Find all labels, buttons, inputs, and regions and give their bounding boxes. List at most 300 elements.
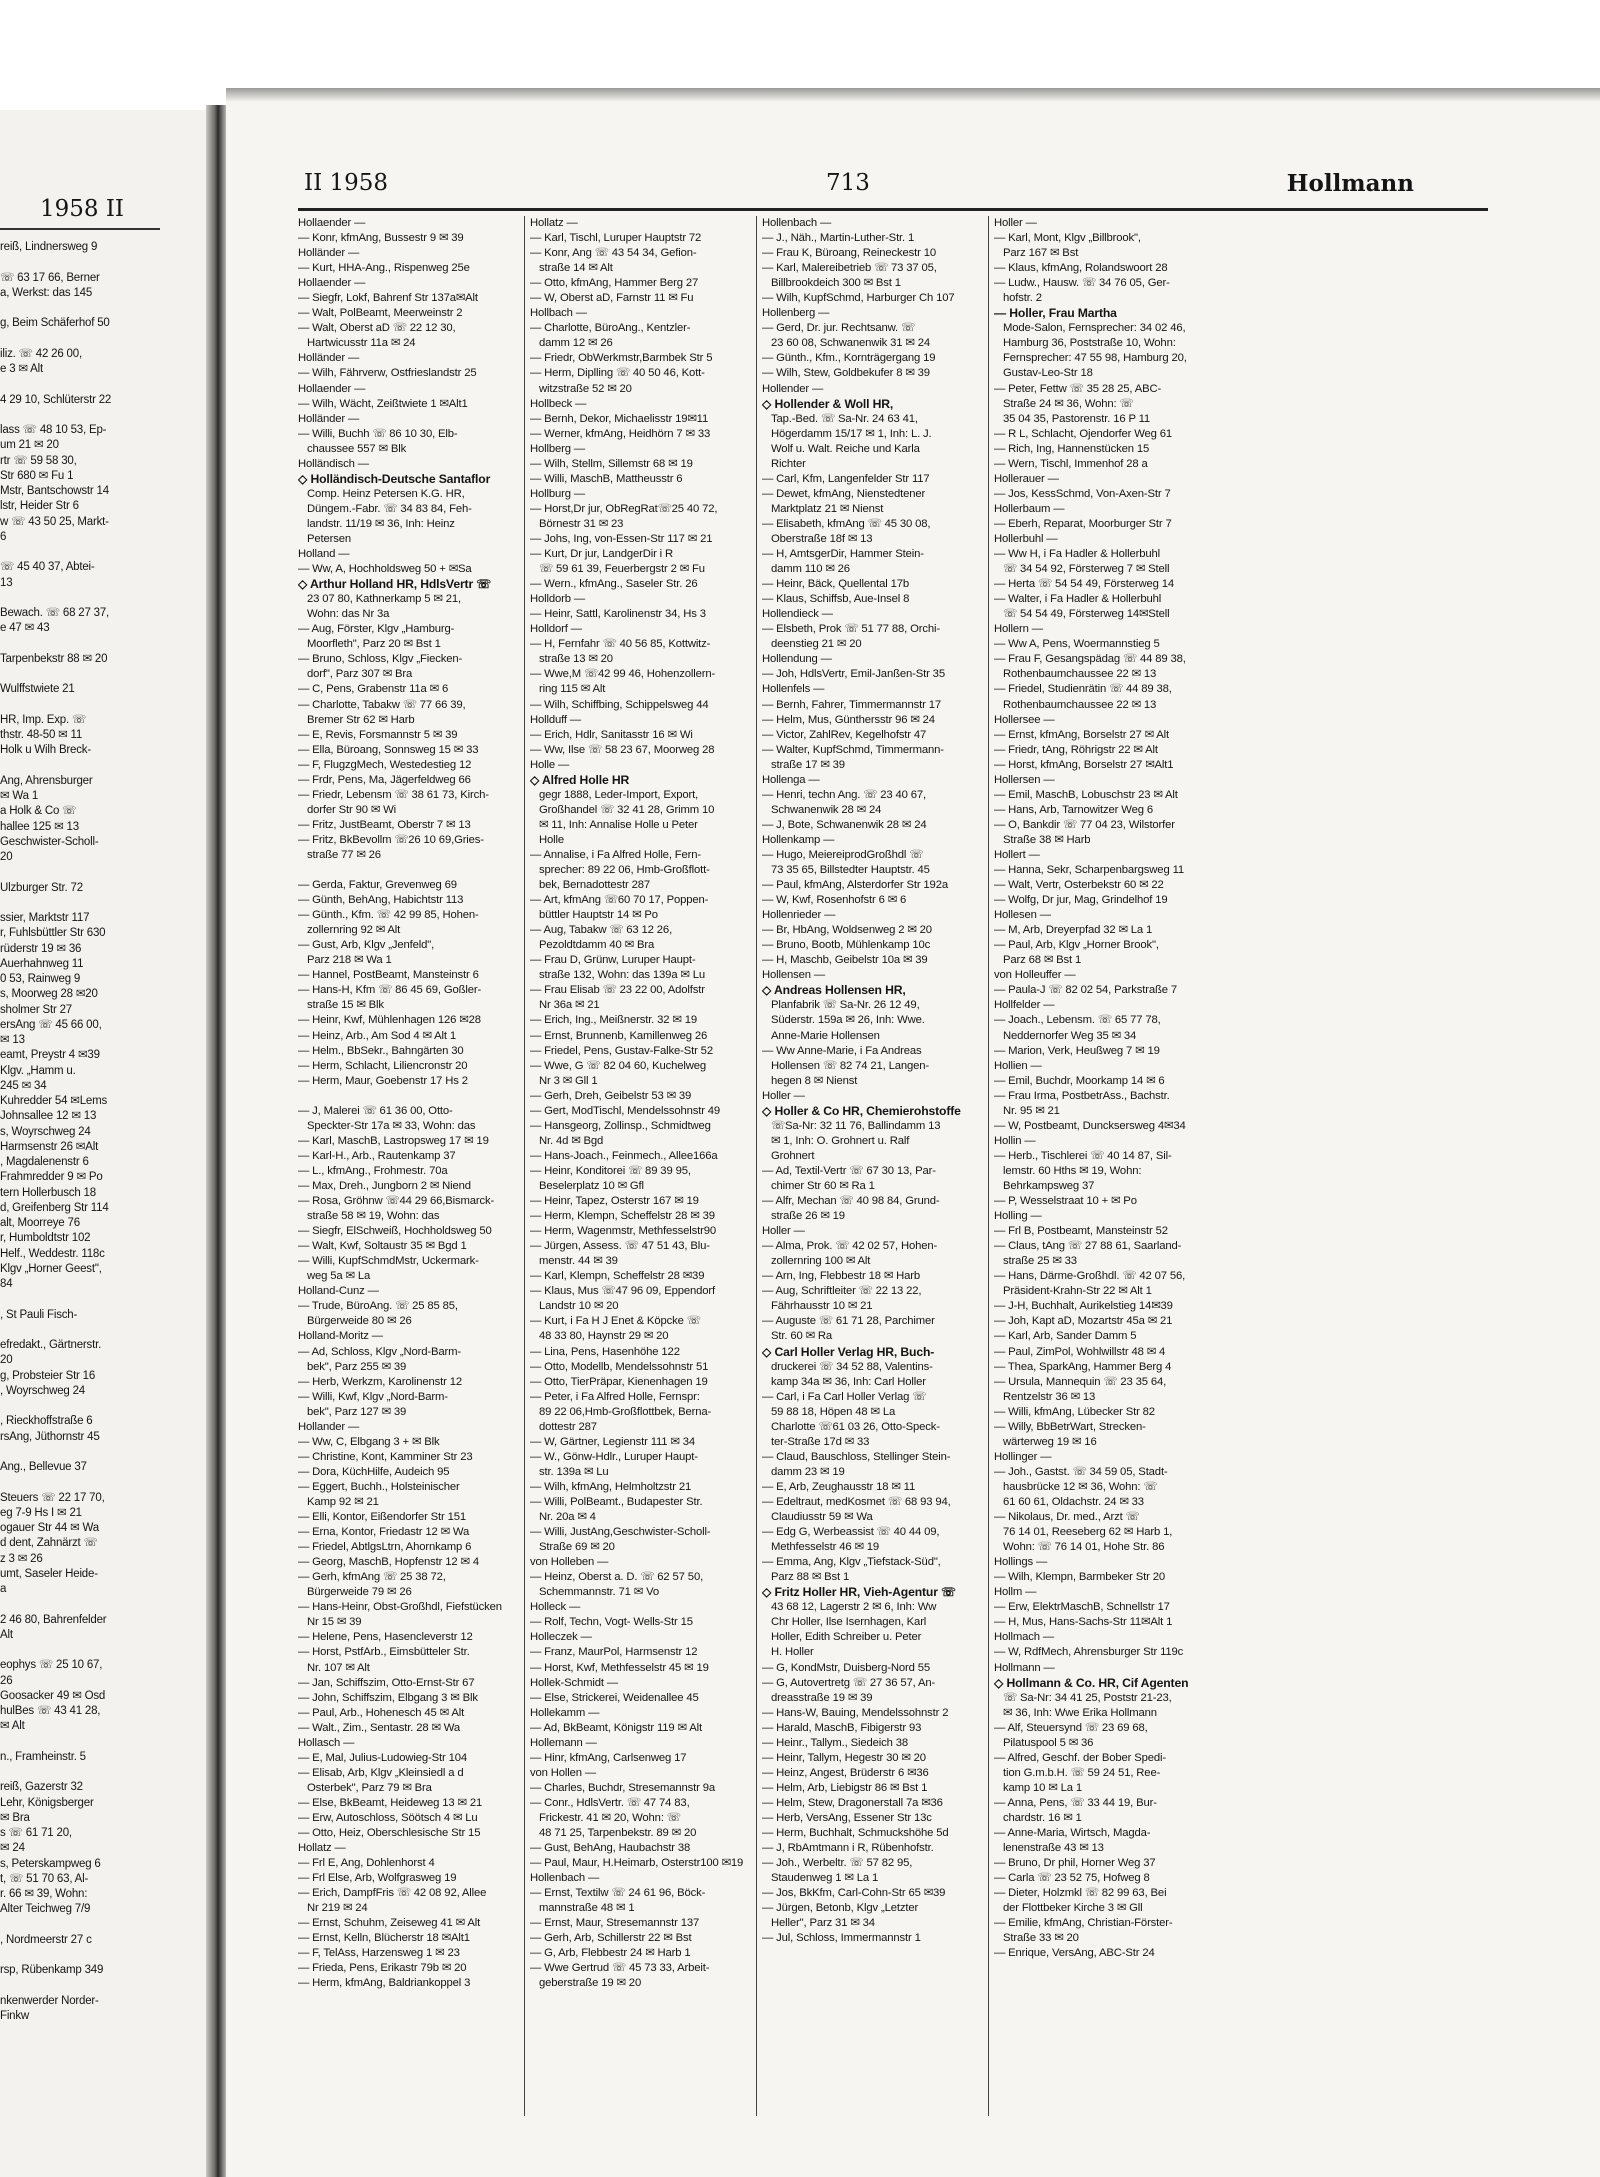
page-header bbox=[226, 170, 1414, 210]
directory-entry: Bürgerweide 80 ✉ 26 bbox=[307, 1315, 412, 1328]
directory-entry: — Claud, Bauschloss, Stellinger Stein- bbox=[762, 1450, 951, 1463]
directory-entry: — Wwe, G ☏ 82 04 60, Kuchelweg bbox=[530, 1059, 707, 1072]
header-edition: II 1958 bbox=[304, 170, 389, 196]
directory-entry: damm 23 ✉ 19 bbox=[771, 1465, 845, 1478]
directory-entry: — Willi, kfmAng, Lübecker Str 82 bbox=[994, 1405, 1155, 1418]
directory-entry: Planfabrik ☏ Sa-Nr. 26 12 49, bbox=[771, 999, 920, 1012]
surname-heading: Holling — bbox=[994, 1210, 1042, 1223]
directory-entry: — J-H, Buchhalt, Aurikelstieg 14✉39 bbox=[994, 1300, 1173, 1313]
directory-entry: Bürgerweide 79 ✉ 26 bbox=[307, 1586, 412, 1599]
directory-entry: Beselerplatz 10 ✉ Gfl bbox=[539, 1180, 644, 1192]
directory-entry: — W., Gönw-Hdlr., Luruper Haupt- bbox=[530, 1450, 698, 1463]
left-text-line: Kuhredder 54 ✉Lems bbox=[0, 1095, 108, 1107]
directory-entry: — Wilh, Fährverw, Ostfrieslandstr 25 bbox=[298, 367, 477, 380]
directory-entry: Högerdamm 15/17 ✉ 1, Inh: L. J. bbox=[771, 427, 932, 440]
directory-entry: — Edeltraut, medKosmet ☏ 68 93 94, bbox=[762, 1495, 951, 1508]
directory-entry: ◇ Fritz Holler HR, Vieh-Agentur ☏ bbox=[762, 1585, 957, 1600]
directory-entry: ✉ 11, Inh: Annalise Holle u Peter bbox=[539, 818, 698, 831]
directory-entry: straße 15 ✉ Blk bbox=[307, 999, 384, 1012]
directory-entry: — Hinr, kfmAng, Carlsenweg 17 bbox=[530, 1751, 687, 1764]
directory-entry: — Fritz, JustBeamt, Oberstr 7 ✉ 13 bbox=[298, 818, 471, 831]
directory-entry: — G, KondMstr, Duisberg-Nord 55 bbox=[762, 1661, 931, 1674]
directory-entry: straße 13 ✉ 20 bbox=[539, 653, 613, 666]
directory-entry: — Emil, Buchdr, Moorkamp 14 ✉ 6 bbox=[994, 1074, 1165, 1087]
header-catchword: Hollmann bbox=[1286, 170, 1414, 197]
directory-entry: — Heinz, Angest, Brüderstr 6 ✉36 bbox=[762, 1766, 929, 1779]
directory-entry: Holle bbox=[539, 833, 564, 846]
directory-entry: — Rolf, Techn, Vogt- Wells-Str 15 bbox=[530, 1616, 693, 1629]
directory-entry: 23 07 80, Kathnerkamp 5 ✉ 21, bbox=[307, 593, 461, 606]
directory-entry: — Willi, KupfSchmdMstr, Uckermark- bbox=[298, 1255, 479, 1268]
directory-entry: — Ww, C, Elbgang 3 + ✉ Blk bbox=[298, 1435, 440, 1448]
directory-entry: — Elsbeth, Prok ☏ 51 77 88, Orchi- bbox=[762, 623, 940, 636]
directory-entry: ring 115 ✉ Alt bbox=[539, 683, 606, 696]
left-text-line: 13 bbox=[0, 576, 13, 589]
directory-entry: Kamp 92 ✉ 21 bbox=[307, 1495, 379, 1508]
left-text-line bbox=[0, 1323, 158, 1338]
right-page bbox=[226, 92, 1600, 2177]
directory-entry: Heller", Parz 31 ✉ 34 bbox=[771, 1917, 875, 1930]
directory-entry: chimer Str 60 ✉ Ra 1 bbox=[771, 1180, 875, 1192]
directory-entry: — Horst, kfmAng, Borselstr 27 ✉Alt1 bbox=[994, 758, 1174, 771]
directory-entry: — J., Näh., Martin-Luther-Str. 1 bbox=[762, 232, 915, 245]
surname-heading: Holleczek — bbox=[530, 1631, 592, 1644]
directory-entry: kamp 34a ✉ 36, Inh: Carl Holler bbox=[771, 1375, 926, 1388]
directory-entry: — Carl, Kfm, Langenfelder Str 117 bbox=[762, 472, 930, 485]
directory-entry: — Paul, Arb, Klgv „Horner Brook", bbox=[994, 939, 1159, 952]
surname-heading: Holldorb — bbox=[530, 593, 586, 606]
directory-entry: bek", Parz 127 ✉ 39 bbox=[307, 1405, 407, 1418]
surname-heading: Holle — bbox=[530, 758, 570, 771]
left-text-line: thstr. 48-50 ✉ 11 bbox=[0, 729, 83, 741]
directory-entry: — Herm, Schlacht, Liliencronstr 20 bbox=[298, 1059, 468, 1072]
left-text-line: alt, Moorreye 76 bbox=[0, 1217, 80, 1229]
directory-entry: — C, Pens, Grabenstr 11a ✉ 6 bbox=[298, 683, 449, 696]
left-text-line: Klgv. „Hamm u. bbox=[0, 1064, 76, 1077]
left-text-line: 26 bbox=[0, 1674, 13, 1687]
directory-entry: — O, Bankdir ☏ 77 04 23, Wilstorfer bbox=[994, 818, 1175, 831]
left-page-text bbox=[0, 240, 158, 2024]
directory-entry: — Heinz, Arb., Am Sod 4 ✉ Alt 1 bbox=[298, 1029, 457, 1042]
left-text-line: Klgv „Horner Geest", bbox=[0, 1262, 102, 1275]
surname-heading: Holländer — bbox=[298, 412, 360, 425]
directory-entry: — Rosa, Gröhnw ☏44 29 66,Bismarck- bbox=[298, 1195, 495, 1208]
surname-heading: Holland — bbox=[298, 548, 350, 561]
surname-heading: Hollerbuhl — bbox=[994, 532, 1058, 545]
left-text-line: hallee 125 ✉ 13 bbox=[0, 820, 79, 833]
directory-entry: — Ad, Textil-Vertr ☏ 67 30 13, Par- bbox=[762, 1164, 936, 1177]
directory-entry: Nr 15 ✉ 39 bbox=[307, 1616, 362, 1629]
directory-entry: Straße 38 ✉ Harb bbox=[1003, 833, 1091, 846]
directory-entry: — H, Maschb, Geibelstr 10a ✉ 39 bbox=[762, 954, 928, 967]
left-text-line: e 47 ✉ 43 bbox=[0, 622, 50, 635]
directory-entry: — Helene, Pens, Hasencleverstr 12 bbox=[298, 1631, 473, 1644]
directory-entry: — Helm, Arb, Liebigstr 86 ✉ Bst 1 bbox=[762, 1781, 928, 1794]
surname-heading: Hollendung — bbox=[762, 653, 832, 666]
left-text-line: Harmsenstr 26 ✉Alt bbox=[0, 1140, 99, 1153]
directory-entry: — Karl, Tischl, Luruper Hauptstr 72 bbox=[530, 232, 702, 245]
left-text-line: HR, Imp. Exp. ☏ bbox=[0, 713, 87, 726]
directory-entry: — Frdr, Pens, Ma, Jägerfeldweg 66 bbox=[298, 773, 471, 786]
directory-entry: — Claus, tAng ☏ 27 88 61, Saarland- bbox=[994, 1240, 1182, 1253]
left-text-line: rsp, Rübenkamp 349 bbox=[0, 1964, 104, 1977]
directory-entry: — Heinr, Sattl, Karolinenstr 34, Hs 3 bbox=[530, 608, 706, 621]
directory-entry: — Herm, Klempn, Scheffelstr 28 ✉ 39 bbox=[530, 1210, 715, 1223]
left-text-line: ogauer Str 44 ✉ Wa bbox=[0, 1522, 99, 1534]
directory-entry: ✉ 1, Inh: O. Grohnert u. Ralf bbox=[771, 1134, 910, 1147]
directory-entry: — E, Revis, Forsmannstr 5 ✉ 39 bbox=[298, 728, 458, 741]
left-text-line: ✉ 13 bbox=[0, 1034, 25, 1046]
directory-entry: Moorfleth", Parz 20 ✉ Bst 1 bbox=[307, 638, 441, 651]
directory-entry: kamp 10 ✉ La 1 bbox=[1003, 1781, 1082, 1794]
directory-entry: — Anne-Maria, Wirtsch, Magda- bbox=[994, 1827, 1151, 1840]
directory-entry: — Ww, A, Hochholdsweg 50 + ✉Sa bbox=[298, 563, 472, 576]
directory-entry: — Alma, Prok. ☏ 42 02 57, Hohen- bbox=[762, 1240, 938, 1253]
directory-entry: — Walt, Vertr, Osterbekstr 60 ✉ 22 bbox=[994, 879, 1164, 892]
directory-entry: — Friedr, Lebensm ☏ 38 61 73, Kirch- bbox=[298, 788, 489, 801]
directory-entry: — Willi, MaschB, Mattheusstr 6 bbox=[530, 472, 683, 485]
directory-entry: — Arn, Ing, Flebbestr 18 ✉ Harb bbox=[762, 1270, 921, 1283]
left-text-line bbox=[0, 759, 158, 774]
left-text-line bbox=[0, 332, 158, 347]
directory-entry: — Erna, Kontor, Friedastr 12 ✉ Wa bbox=[298, 1526, 470, 1539]
directory-entry: witzstraße 52 ✉ 20 bbox=[539, 382, 632, 395]
left-text-line: Mstr, Bantschowstr 14 bbox=[0, 485, 109, 497]
left-text-line: s, Moorweg 28 ✉20 bbox=[0, 988, 98, 1001]
surname-heading: Hollemann — bbox=[530, 1736, 597, 1749]
left-text-line: Helf., Weddestr. 118c bbox=[0, 1247, 105, 1260]
left-text-line bbox=[0, 377, 158, 392]
directory-entry: — Heinr., Tallym., Siedeich 38 bbox=[762, 1736, 908, 1749]
directory-entry: deenstieg 21 ✉ 20 bbox=[771, 638, 862, 651]
directory-entry: — Emma, Ang, Klgv „Tiefstack-Süd", bbox=[762, 1556, 941, 1569]
directory-entry: sprecher: 89 22 06, Hmb-Großflott- bbox=[539, 864, 710, 877]
directory-entry: — Willi, Kwf, Klgv „Nord-Barm- bbox=[298, 1390, 448, 1403]
directory-entry: — Frau K, Büroang, Reineckestr 10 bbox=[762, 247, 937, 260]
left-text-line: umt, Saseler Heide- bbox=[0, 1567, 98, 1580]
surname-heading: Holländer — bbox=[298, 247, 360, 260]
directory-entry: — Siegfr, Lokf, Bahrenf Str 137a✉Alt bbox=[298, 292, 478, 305]
directory-entry: — Johs, Ing, von-Essen-Str 117 ✉ 21 bbox=[530, 532, 713, 545]
directory-entry: — Ad, BkBeamt, Königstr 119 ✉ Alt bbox=[530, 1721, 702, 1734]
directory-entry: — Gerd, Dr. jur. Rechtsanw. ☏ bbox=[762, 322, 915, 335]
directory-entry: druckerei ☏ 34 52 88, Valentins- bbox=[771, 1360, 933, 1373]
directory-entry: — Auguste ☏ 61 71 28, Parchimer bbox=[762, 1315, 935, 1328]
directory-entry: landstr. 11/19 ✉ 36, Inh: Heinz bbox=[307, 517, 455, 530]
left-text-line: Ulzburger Str. 72 bbox=[0, 881, 83, 894]
directory-entry: 59 88 18, Höpen 48 ✉ La bbox=[771, 1405, 896, 1418]
directory-entry: 89 22 06,Hmb-Großflottbek, Berna- bbox=[539, 1405, 712, 1418]
left-text-line: eophys ☏ 25 10 67, bbox=[0, 1659, 103, 1672]
surname-heading: Holler — bbox=[762, 1225, 805, 1238]
directory-entry: — J, Malerei ☏ 61 36 00, Otto- bbox=[298, 1104, 453, 1117]
surname-heading: Hollekamm — bbox=[530, 1706, 600, 1719]
surname-heading: Hollbach — bbox=[530, 307, 587, 320]
surname-heading: Hollenrieder — bbox=[762, 909, 836, 922]
directory-entry: — Anna, Pens, ☏ 33 44 19, Bur- bbox=[994, 1796, 1157, 1809]
directory-entry: zollernring 92 ✉ Alt bbox=[307, 924, 401, 937]
left-text-line: reiß, Lindnersweg 9 bbox=[0, 241, 98, 253]
directory-entry: — Ernst, Schuhm, Zeiseweg 41 ✉ Alt bbox=[298, 1917, 481, 1930]
column-divider bbox=[756, 216, 757, 2116]
left-text-line: hulBes ☏ 43 41 28, bbox=[0, 1705, 101, 1717]
directory-entry: — Hans-W, Bauing, Mendelssohnstr 2 bbox=[762, 1706, 949, 1719]
left-text-line: a, Werkst: das 145 bbox=[0, 286, 93, 299]
directory-entry: — Franz, MaurPol, Harmsenstr 12 bbox=[530, 1646, 698, 1659]
directory-entry: Nr. 20a ✉ 4 bbox=[539, 1511, 596, 1524]
surname-heading: Hollien — bbox=[994, 1059, 1042, 1072]
directory-entry: — M, Arb, Dreyerpfad 32 ✉ La 1 bbox=[994, 924, 1153, 937]
directory-entry: — Jul, Schloss, Immermannstr 1 bbox=[762, 1932, 921, 1945]
directory-entry: ◇ Hollmann & Co. HR, Cif Agenten bbox=[994, 1675, 1189, 1690]
directory-entry: Schwanenwik 28 ✉ 24 bbox=[771, 803, 882, 816]
directory-entry: 48 33 80, Haynstr 29 ✉ 20 bbox=[539, 1330, 669, 1343]
directory-entry: — Willi, JustAng,Geschwister-Scholl- bbox=[530, 1526, 711, 1539]
directory-entry: — Elisabeth, kfmAng ☏ 45 30 08, bbox=[762, 517, 931, 530]
directory-entry: — Konr, Ang ☏ 43 54 34, Gefion- bbox=[530, 247, 697, 260]
surname-heading: Hollduff — bbox=[530, 713, 582, 726]
directory-entry: — Else, BkBeamt, Heideweg 13 ✉ 21 bbox=[298, 1796, 483, 1809]
directory-entry: 35 04 35, Pastorenstr. 16 P 11 bbox=[1003, 412, 1151, 425]
left-text-line: d dent, Zahnärzt ☏ bbox=[0, 1537, 98, 1550]
book-gutter bbox=[206, 105, 228, 2177]
left-text-line bbox=[0, 591, 158, 606]
directory-entry: 43 68 12, Lagerstr 2 ✉ 6, Inh: Ww bbox=[771, 1601, 937, 1614]
left-text-line: s, Peterskampweg 6 bbox=[0, 1857, 101, 1870]
surname-heading: Hollander — bbox=[298, 1420, 360, 1433]
directory-entry: damm 12 ✉ 26 bbox=[539, 337, 613, 350]
directory-entry: 61 60 61, Oldachstr. 24 ✉ 33 bbox=[1003, 1495, 1144, 1508]
directory-entry: — Ernst, Brunnenb, Kamillenweg 26 bbox=[530, 1029, 708, 1042]
directory-entry: — Joh., Werbeltr. ☏ 57 82 95, bbox=[762, 1857, 913, 1870]
directory-entry: Petersen bbox=[307, 532, 352, 545]
directory-entry: str. 139a ✉ Lu bbox=[539, 1465, 609, 1478]
left-text-line: 6 bbox=[0, 530, 7, 543]
directory-entry: — Günth., Kfm., Kornträgergang 19 bbox=[762, 352, 936, 365]
surname-heading: Hollert — bbox=[994, 848, 1040, 861]
directory-entry: Rothenbaumchaussee 22 ✉ 13 bbox=[1003, 698, 1157, 711]
directory-entry: Wolf u. Walt. Reiche und Karla bbox=[771, 442, 920, 455]
surname-heading: Hollerbaum — bbox=[994, 502, 1065, 515]
directory-entry: — Wolfg, Dr jur, Mag, Grindelhof 19 bbox=[994, 894, 1168, 907]
directory-entry: — Peter, Fettw ☏ 35 28 25, ABC- bbox=[994, 382, 1162, 395]
directory-entry: — Hans-H, Kfm ☏ 86 45 69, Goßler- bbox=[298, 984, 482, 997]
left-text-line: Alt bbox=[0, 1628, 13, 1641]
directory-entry: Speckter-Str 17a ✉ 33, Wohn: das bbox=[307, 1119, 476, 1132]
directory-entry: — Otto, TierPräpar, Kienenhagen 19 bbox=[530, 1375, 708, 1388]
directory-entry: — Paul, Maur, H.Heimarb, Osterstr100 ✉19 bbox=[530, 1857, 744, 1870]
directory-entry: — Aug, Förster, Klgv „Hamburg- bbox=[298, 623, 455, 636]
directory-entry: — W, Oberst aD, Farnstr 11 ✉ Fu bbox=[530, 292, 694, 305]
surname-heading: Hollm — bbox=[994, 1586, 1037, 1599]
directory-entry: Parz 68 ✉ Bst 1 bbox=[1003, 954, 1082, 967]
directory-entry: — Ernst, Kelln, Blücherstr 18 ✉Alt1 bbox=[298, 1932, 470, 1945]
directory-entry: — Gert, ModTischl, Mendelssohnstr 49 bbox=[530, 1104, 721, 1117]
surname-heading: Hollasch — bbox=[298, 1736, 355, 1749]
directory-entry: — Charles, Buchdr, Stresemannstr 9a bbox=[530, 1781, 715, 1794]
directory-entry: — Art, kfmAng ☏60 70 17, Poppen- bbox=[530, 894, 709, 907]
surname-heading: Hollersee — bbox=[994, 713, 1055, 726]
directory-entry: — Paul, Arb., Hohenesch 45 ✉ Alt bbox=[298, 1706, 465, 1719]
directory-entry: — Fritz, BkBevollm ☏26 10 69,Gries- bbox=[298, 833, 484, 846]
directory-entry: — Herm, Maur, Goebenstr 17 Hs 2 bbox=[298, 1074, 468, 1087]
directory-entry: — Wilh, Stellm, Sillemstr 68 ✉ 19 bbox=[530, 457, 693, 470]
directory-entry: büttler Hauptstr 14 ✉ Po bbox=[539, 909, 658, 922]
directory-entry: ◇ Arthur Holland HR, HdlsVertr ☏ bbox=[298, 577, 492, 592]
directory-entry: ter-Straße 17d ✉ 33 bbox=[771, 1435, 870, 1448]
directory-entry: — Wilh, Stew, Goldbekufer 8 ✉ 39 bbox=[762, 367, 930, 380]
directory-entry: Rothenbaumchaussee 22 ✉ 13 bbox=[1003, 668, 1157, 681]
directory-entry: dorf", Parz 307 ✉ Bra bbox=[307, 668, 413, 681]
directory-entry: — Gerh, Arb, Schillerstr 22 ✉ Bst bbox=[530, 1932, 692, 1945]
directory-entry: — Frl E, Ang, Dohlenhorst 4 bbox=[298, 1857, 435, 1870]
directory-entry: — Ernst, kfmAng, Borselstr 27 ✉ Alt bbox=[994, 728, 1169, 741]
surname-heading: Holldorf — bbox=[530, 623, 582, 636]
directory-entry: — Elisab, Arb, Klgv „Kleinsiedl a d bbox=[298, 1766, 464, 1779]
directory-entry: Landstr 10 ✉ 20 bbox=[539, 1300, 619, 1313]
directory-entry: Nr 36a ✉ 21 bbox=[539, 999, 600, 1012]
surname-heading: Holler — bbox=[994, 217, 1037, 229]
left-text-line: sholmer Str 27 bbox=[0, 1003, 72, 1016]
directory-entry: — F, TelAss, Harzensweg 1 ✉ 23 bbox=[298, 1947, 460, 1960]
directory-entry: Nr. 107 ✉ Alt bbox=[307, 1661, 370, 1674]
left-text-line: e 3 ✉ Alt bbox=[0, 363, 43, 375]
directory-entry: mannstraße 48 ✉ 1 bbox=[539, 1902, 635, 1915]
left-text-line bbox=[0, 1292, 158, 1307]
directory-entry: Parz 167 ✉ Bst bbox=[1003, 247, 1079, 260]
directory-entry: — Herb., Tischlerei ☏ 40 14 87, Sil- bbox=[994, 1149, 1172, 1162]
left-text-line: Wulffstwiete 21 bbox=[0, 683, 75, 696]
directory-entry bbox=[298, 1089, 520, 1104]
directory-entry: — Bernh, Dekor, Michaelisstr 19✉11 bbox=[530, 412, 709, 425]
directory-entry: dorfer Str 90 ✉ Wi bbox=[307, 803, 397, 816]
directory-entry: straße 58 ✉ 19, Wohn: das bbox=[307, 1210, 440, 1223]
left-text-line bbox=[0, 1948, 158, 1963]
page-top-shadow bbox=[226, 88, 1600, 102]
directory-entry: — Bruno, Bootb, Mühlenkamp 10c bbox=[762, 939, 931, 952]
left-text-line: rüderstr 19 ✉ 36 bbox=[0, 942, 82, 955]
left-text-line: g, Probsteier Str 16 bbox=[0, 1369, 96, 1382]
surname-heading: Holländer — bbox=[298, 352, 360, 365]
directory-entry: Nr 219 ✉ 24 bbox=[307, 1902, 368, 1915]
directory-entry: — R L, Schlacht, Ojendorfer Weg 61 bbox=[994, 427, 1173, 440]
directory-entry: Straße 69 ✉ 20 bbox=[539, 1541, 615, 1554]
directory-entry: — Heinr, Tapez, Osterstr 167 ✉ 19 bbox=[530, 1195, 699, 1208]
directory-entry: — Frl B, Postbeamt, Mansteinstr 52 bbox=[994, 1225, 1168, 1238]
directory-entry: Methfesselstr 46 ✉ 19 bbox=[771, 1541, 880, 1554]
directory-entry: Oberstraße 18f ✉ 13 bbox=[771, 532, 873, 545]
directory-entry: Parz 218 ✉ Wa 1 bbox=[307, 954, 392, 967]
directory-entry: — Alfr, Mechan ☏ 40 98 84, Grund- bbox=[762, 1195, 940, 1208]
directory-entry: — Paula-J ☏ 82 02 54, Parkstraße 7 bbox=[994, 984, 1177, 997]
directory-entry: — Klaus, Schiffsb, Aue-Insel 8 bbox=[762, 593, 910, 606]
directory-entry: — Wilh, KupfSchmd, Harburger Ch 107 bbox=[762, 292, 955, 305]
directory-entry: chaussee 557 ✉ Blk bbox=[307, 442, 407, 455]
directory-entry: Claudiusstr 59 ✉ Wa bbox=[771, 1511, 873, 1524]
directory-entry: Hollensen ☏ 82 74 21, Langen- bbox=[771, 1059, 930, 1072]
directory-entry: Str. 60 ✉ Ra bbox=[771, 1330, 833, 1343]
directory-entry: — Walter, i Fa Hadler & Hollerbuhl bbox=[994, 593, 1162, 606]
directory-entry: — Jürgen, Betonb, Klgv „Letzter bbox=[762, 1902, 919, 1915]
directory-entry: — Willy, BbBetrWart, Strecken- bbox=[994, 1420, 1146, 1433]
surname-heading: Hollatz — bbox=[530, 217, 578, 229]
directory-entry: — Gerh, kfmAng ☏ 25 38 72, bbox=[298, 1571, 446, 1584]
directory-entry: ☏ 54 54 49, Försterweg 14✉Stell bbox=[1003, 608, 1170, 621]
left-text-line: ☏ 45 40 37, Abtei- bbox=[0, 561, 95, 574]
left-text-line: s ☏ 61 71 20, bbox=[0, 1827, 72, 1839]
left-text-line: 2 46 80, Bahrenfelder bbox=[0, 1613, 107, 1626]
directory-entry: Chr Holler, Ilse Isernhagen, Karl bbox=[771, 1616, 927, 1629]
directory-entry: dottestr 287 bbox=[539, 1420, 597, 1433]
directory-entry: — Else, Strickerei, Weidenallee 45 bbox=[530, 1691, 699, 1704]
directory-entry: — Günth., Kfm. ☏ 42 99 85, Hohen- bbox=[298, 909, 479, 922]
left-text-line: 0 53, Rainweg 9 bbox=[0, 973, 81, 985]
directory-entry: — J, RbAmtmann i R, Rübenhofstr. bbox=[762, 1842, 934, 1855]
left-text-line: Str 680 ✉ Fu 1 bbox=[0, 469, 74, 482]
left-text-line bbox=[0, 667, 158, 682]
left-text-line: ✉ Alt bbox=[0, 1720, 25, 1733]
left-text-line: t, ☏ 51 70 63, Al- bbox=[0, 1872, 89, 1885]
directory-entry: — Joh, Kapt aD, Mozartstr 45a ✉ 21 bbox=[994, 1315, 1173, 1328]
left-page-header: 1958 II bbox=[40, 196, 125, 222]
directory-entry: — Georg, MaschB, Hopfenstr 12 ✉ 4 bbox=[298, 1556, 479, 1569]
left-text-line bbox=[0, 896, 158, 911]
directory-entry: — Kurt, HHA-Ang., Rispenweg 25e bbox=[298, 262, 470, 275]
directory-entry: 23 60 08, Schwanenwik 31 ✉ 24 bbox=[771, 337, 930, 350]
directory-entry: — Joh, HdlsVertr, Emil-Janßen-Str 35 bbox=[762, 668, 945, 681]
directory-entry: — Hansgeorg, Zollinsp., Schmidtweg bbox=[530, 1119, 711, 1132]
directory-entry: — Herm, kfmAng, Baldriankoppel 3 bbox=[298, 1977, 471, 1990]
surname-heading: Hollfelder — bbox=[994, 999, 1055, 1012]
directory-entry: straße 132, Wohn: das 139a ✉ Lu bbox=[539, 969, 706, 982]
directory-entry: 76 14 01, Reeseberg 62 ✉ Harb 1, bbox=[1003, 1526, 1173, 1539]
directory-entry: — Ernst, Textilw ☏ 24 61 96, Böck- bbox=[530, 1887, 706, 1900]
surname-heading: Hollatz — bbox=[298, 1842, 346, 1855]
directory-entry: Düngem.-Fabr. ☏ 34 83 84, Feh- bbox=[307, 502, 472, 515]
directory-entry: Richter bbox=[771, 457, 806, 470]
directory-entry: — Conr., HdlsVertr. ☏ 47 74 83, bbox=[530, 1796, 690, 1809]
directory-entry: — Helm., BbSekr., Bahngärten 30 bbox=[298, 1044, 464, 1057]
left-text-line: , Woyrschweg 24 bbox=[0, 1384, 85, 1397]
surname-heading: Hollerauer — bbox=[994, 472, 1059, 485]
directory-entry: — Frau Irma, PostbetrAss., Bachstr. bbox=[994, 1089, 1170, 1102]
directory-entry: — Herm, Buchhalt, Schmuckshöhe 5d bbox=[762, 1827, 949, 1840]
directory-entry: — Hans-Heinr, Obst-Großhdl, Fiefstücken bbox=[298, 1601, 502, 1614]
directory-entry: — Nikolaus, Dr. med., Arzt ☏ bbox=[994, 1511, 1140, 1524]
surname-heading: Hollaender — bbox=[298, 277, 366, 290]
directory-entry: — Dewet, kfmAng, Nienstedtener bbox=[762, 487, 926, 500]
directory-entry: 73 35 65, Billstedter Hauptstr. 45 bbox=[771, 864, 930, 877]
directory-entry: Behrkampsweg 37 bbox=[1003, 1180, 1095, 1192]
directory-entry: — Ad, Schloss, Klgv „Nord-Barm- bbox=[298, 1345, 461, 1358]
left-text-line: efredakt., Gärtnerstr. bbox=[0, 1339, 102, 1351]
left-text-line: r, Fuhlsbüttler Str 630 bbox=[0, 927, 106, 940]
surname-heading: Holland-Cunz — bbox=[298, 1285, 379, 1298]
left-text-line: lass ☏ 48 10 53, Ep- bbox=[0, 424, 107, 436]
directory-entry: — Frau Elisab ☏ 23 22 00, Adolfstr bbox=[530, 984, 705, 997]
directory-entry: — G, Arb, Flebbestr 24 ✉ Harb 1 bbox=[530, 1947, 691, 1960]
directory-entry: — L., kfmAng., Frohmestr. 70a bbox=[298, 1164, 448, 1177]
directory-entry: — Günth, BehAng, Habichtstr 113 bbox=[298, 894, 464, 907]
directory-entry: — Wwe,M ☏42 99 46, Hohenzollern- bbox=[530, 668, 716, 681]
directory-entry: — Aug, Schriftleiter ☏ 22 13 22, bbox=[762, 1285, 922, 1298]
left-text-line bbox=[0, 865, 158, 880]
directory-entry: — Walter, KupfSchmd, Timmermann- bbox=[762, 743, 944, 756]
directory-entry: — Erich, Hdlr, Sanitasstr 16 ✉ Wi bbox=[530, 728, 693, 741]
left-text-line: g, Beim Schäferhof 50 bbox=[0, 317, 110, 330]
left-text-line bbox=[0, 1765, 158, 1780]
directory-entry: Pilatuspool 5 ✉ 36 bbox=[1003, 1736, 1094, 1749]
